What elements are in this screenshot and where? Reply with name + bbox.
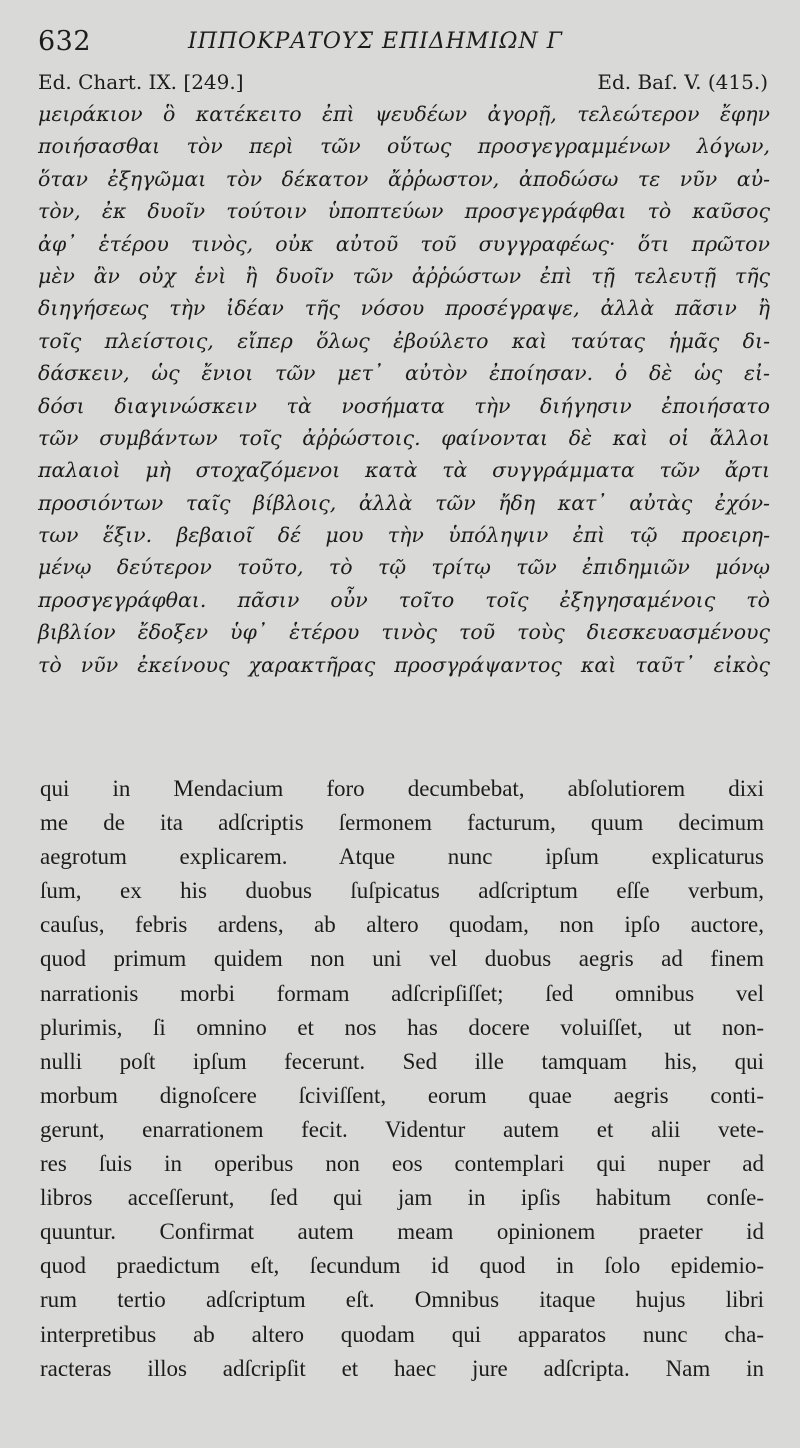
latin-text-line: cauſus, febris ardens, ab altero quodam, non ipſo auctore, (40, 912, 764, 938)
greek-text-line: ποιήσασθαι τὸν περὶ τῶν οὕτως προσγεγραμμένων λόγων, (38, 134, 770, 159)
latin-text-line: ſum, ex his duobus ſuſpicatus adſcriptum eſſe verbum, (40, 878, 764, 904)
latin-text-line: qui in Mendacium foro decumbebat, abſolutiorem dixi (40, 776, 764, 801)
latin-translation-block (40, 772, 764, 1386)
edition-basel: Ed. Baſ. V. (415.) (597, 70, 768, 94)
greek-text-line: ὅταν ἐξηγῶμαι τὸν δέκατον ἄῤῥωστον, ἀποδώσω τε νῦν αὐ- (38, 166, 770, 191)
greek-text-line: προσγεγράφθαι. πᾶσιν οὖν τοῖτο τοῖς ἐξηγησαμένοις τὸ (38, 587, 770, 612)
greek-text-line: τὸν, ἐκ δυοῖν τούτοιν ὑποπτεύων προσγεγράφθαι τὸ καῦσος (38, 199, 770, 224)
latin-text-line: libros acceſſerunt, ſed qui jam in ipſis habitum conſe- (40, 1185, 764, 1211)
latin-text-line: quuntur. Confirmat autem meam opinionem praeter id (40, 1219, 764, 1245)
greek-text-line: παλαιοὶ μὴ στοχαζόμενοι κατὰ τὰ συγγράμματα τῶν ἄρτι (38, 458, 770, 483)
latin-text-line: quod praedictum eſt, ſecundum id quod in ſolo epidemio- (40, 1253, 764, 1279)
greek-text-line: μένῳ δεύτερον τοῦτο, τὸ τῷ τρίτῳ τῶν ἐπιδημιῶν μόνῳ (38, 555, 770, 580)
greek-text-line: τὸ νῦν ἐκείνους χαρακτῆρας προσγράψαντος καὶ ταῦτ᾽ εἰκὸς (38, 652, 770, 677)
greek-text-line: δόσι διαγινώσκειν τὰ νοσήματα τὴν διήγησιν ἐποιήσατο (38, 393, 770, 418)
greek-text-block (38, 98, 770, 681)
greek-text-line: βιβλίον ἔδοξεν ὑφ᾽ ἑτέρου τινὸς τοῦ τοὺς διεσκευασμένους (38, 620, 770, 645)
greek-text-line: διηγήσεως τὴν ἰδέαν τῆς νόσου προσέγραψε, ἀλλὰ πᾶσιν ἢ (38, 296, 770, 321)
latin-text-line: narrationis morbi formam adſcripſiſſet; ſed omnibus vel (40, 980, 764, 1006)
greek-text-line: τῶν συμβάντων τοῖς ἀῤῥώστοις. φαίνονται δὲ καὶ οἱ ἄλλοι (38, 425, 770, 450)
greek-text-line: των ἕξιν. βεβαιοῖ δέ μου τὴν ὑπόληψιν ἐπὶ τῷ προειρη- (38, 523, 770, 548)
greek-text-line: μειράκιον ὃ κατέκειτο ἐπὶ ψευδέων ἀγορῇ, τελεώτερον ἔφην (38, 102, 770, 126)
greek-text-line: δάσκειν, ὡς ἔνιοι τῶν μετ᾽ αὐτὸν ἐποίησαν. ὁ δὲ ὡς εἰ- (38, 361, 770, 386)
latin-text-line: rum tertio adſcriptum eſt. Omnibus itaque hujus libri (40, 1287, 764, 1313)
latin-text-line: racteras illos adſcripſit et haec jure adſcripta. Nam in (40, 1355, 764, 1381)
latin-text-line: aegrotum explicarem. Atque nunc ipſum explicaturus (40, 844, 764, 870)
page-number: 632 (38, 26, 92, 57)
latin-text-line: nulli poſt ipſum fecerunt. Sed ille tamquam his, qui (40, 1048, 764, 1074)
latin-text-line: interpretibus ab altero quodam qui apparatos nunc cha- (40, 1321, 764, 1347)
latin-text-line: gerunt, enarrationem fecit. Videntur autem et alii vete- (40, 1116, 764, 1142)
latin-text-line: morbum dignoſcere ſciviſſent, eorum quae aegris conti- (40, 1082, 764, 1108)
latin-text-line: res ſuis in operibus non eos contemplari qui nuper ad (40, 1151, 764, 1177)
latin-text-line: me de ita adſcriptis ſermonem facturum, quum decimum (40, 810, 764, 836)
greek-text-line: μὲν ἂν οὐχ ἑνὶ ἢ δυοῖν τῶν ἀῤῥώστων ἐπὶ τῇ τελευτῇ τῆς (38, 263, 770, 288)
greek-text-line: ἀφ᾽ ἑτέρου τινὸς, οὐκ αὐτοῦ τοῦ συγγραφέως· ὅτι πρῶτον (38, 231, 770, 256)
edition-reference-row (38, 70, 768, 98)
greek-text-line: τοῖς πλείστοις, εἴπερ ὅλως ἐβούλετο καὶ ταύτας ἡμᾶς δι- (38, 328, 770, 353)
greek-text-line: προσιόντων ταῖς βίβλοις, ἀλλὰ τῶν ἤδη κατ᾽ αὐτὰς ἐχόν- (38, 490, 770, 515)
latin-text-line: plurimis, ſi omnino et nos has docere voluiſſet, ut non- (40, 1014, 764, 1040)
page-header (38, 26, 768, 62)
latin-text-line: quod primum quidem non uni vel duobus aegris ad finem (40, 946, 764, 972)
edition-chartier: Ed. Chart. IX. [249.] (38, 70, 244, 94)
running-title: ΙΠΠΟΚΡΑΤΟΥΣ ΕΠΙΔΗΜΙΩΝ Γ (188, 29, 563, 54)
